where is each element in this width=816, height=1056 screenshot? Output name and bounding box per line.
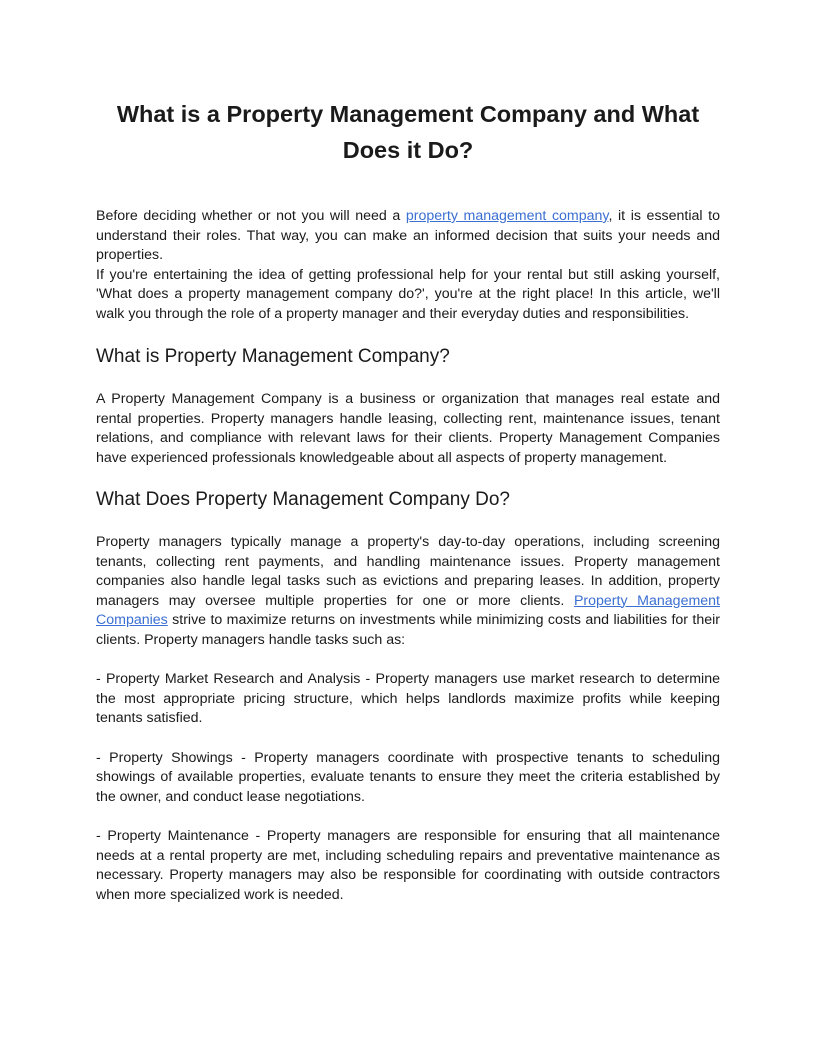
section-what-is-paragraph: A Property Management Company is a business or organization that manages real estate and rental properties. Property managers handle leasing, collecting rent, maintenance issues, tenant relations, and compliance with relevant laws for their clients. Property Management Companies have experienced professionals knowledgeable about all aspects of property management. (96, 391, 720, 466)
what-does-text-before-link: Property managers typically manage a property's day-to-day operations, including screening tenants, collecting rent payments, and handling maintenance issues. Property management companies also handle legal tasks such as evictions and preparing leases. In addition, property managers may oversee multiple properties for one or more clients. (96, 534, 720, 609)
task-property-showings: - Property Showings - Property managers coordinate with prospective tenants to scheduling showings of available properties, evaluate tenants to ensure they meet the criteria established by the owner, and conduct lease negotiations. (96, 749, 720, 805)
intro-text-before-link: Before deciding whether or not you will need a (96, 208, 406, 224)
page-title: What is a Property Management Company and What Does it Do? (116, 101, 700, 163)
task-property-maintenance: - Property Maintenance - Property managers are responsible for ensuring that all maintenance needs at a rental property are met, including scheduling repairs and preventative maintenance as necessary. Property managers may also be responsible for coordinating with outside contractors when more specialized work is needed. (96, 828, 720, 903)
intro-text-after-link: , it is essential to understand their roles. That way, you can make an informed decision that suits your needs and properties. (96, 208, 720, 263)
intro-paragraph-1 (96, 207, 720, 266)
property-management-companies-link[interactable]: Property Management Companies (96, 592, 720, 628)
section-what-does-paragraph (96, 533, 720, 650)
intro-paragraph-2: If you're entertaining the idea of getting professional help for your rental but still asking yourself, 'What does a property management company do?', you're at the right place! In this article, we'll walk you through the role of a property manager and their everyday duties and responsibilities. (96, 266, 720, 322)
section-heading-what-does: What Does Property Management Company Do? (96, 489, 510, 510)
task-market-research: - Property Market Research and Analysis - Property managers use market research to determine the most appropriate pricing structure, which helps landlords maximize profits while keeping tenants satisfied. (96, 671, 720, 726)
what-does-text-after-link: strive to maximize returns on investments while minimizing costs and liabilities for their clients. Property managers handle tasks such as: (96, 612, 720, 648)
document-page (96, 96, 720, 905)
section-heading-what-is: What is Property Management Company? (96, 346, 450, 367)
property-management-company-link[interactable]: property management company (405, 208, 609, 224)
